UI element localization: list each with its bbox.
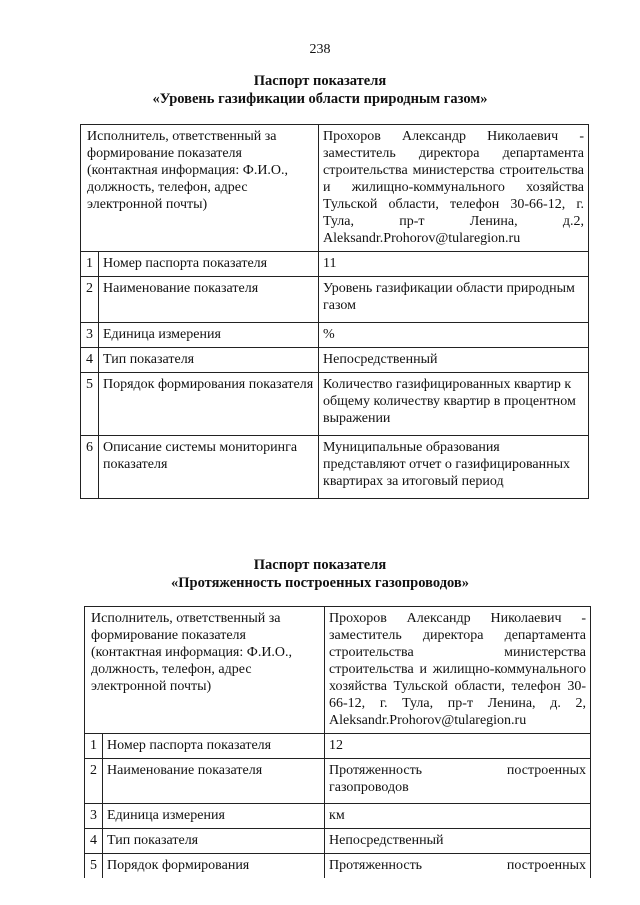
executor-label: Исполнитель, ответственный за формирование показателя (контактная информация: Ф.И.О., должность, телефон, адрес электронной почты) [81, 125, 319, 252]
row-number: 6 [81, 436, 99, 499]
row-value: Протяженность построенных [325, 854, 591, 879]
row-label: Наименование показателя [103, 759, 325, 804]
row-label: Порядок формирования показателя [99, 373, 319, 436]
passport2-title-line1: Паспорт показателя [253, 557, 387, 573]
row-label: Описание системы мониторинга показателя [99, 436, 319, 499]
executor-value: Прохоров Александр Николаевич - заместитель директора департамента строительства министерства строительства и жилищно-коммунального хозяйства Тульской области, телефон 30-66-12, г. Тула, пр-т Ленина, д. 2, Aleksandr.Prohorov@tularegion.ru [325, 607, 591, 734]
row-number: 3 [81, 323, 99, 348]
row-value: Муниципальные образования представляют отчет о газифицированных квартирах за итоговый период [319, 436, 589, 499]
table-row [85, 734, 591, 759]
passport2-heading [0, 556, 640, 592]
row-label: Номер паспорта показателя [103, 734, 325, 759]
row-value: км [325, 804, 591, 829]
row-number: 1 [81, 252, 99, 277]
table-row [81, 348, 589, 373]
row-value: Количество газифицированных квартир к общему количеству квартир в процентном выражении [319, 373, 589, 436]
passport2-title-line2: «Протяженность построенных газопроводов» [171, 575, 469, 591]
executor-label: Исполнитель, ответственный за формирование показателя (контактная информация: Ф.И.О., должность, телефон, адрес электронной почты) [85, 607, 325, 734]
row-value: % [319, 323, 589, 348]
row-label: Наименование показателя [99, 277, 319, 323]
row-label: Единица измерения [99, 323, 319, 348]
table-row [85, 829, 591, 854]
row-number: 4 [81, 348, 99, 373]
passport1-title-line1: Паспорт показателя [253, 73, 387, 89]
table-row [85, 607, 591, 734]
row-label: Тип показателя [103, 829, 325, 854]
row-number: 5 [81, 373, 99, 436]
table-row [85, 804, 591, 829]
executor-value: Прохоров Александр Николаевич - заместитель директора департамента строительства министерства строительства и жилищно-коммунального хозяйства Тульской области, телефон 30-66-12, г. Тула, пр-т Ленина, д.2, Aleksandr.Prohorov@tularegion.ru [319, 125, 589, 252]
row-label: Тип показателя [99, 348, 319, 373]
row-value: Уровень газификации области природным газом [319, 277, 589, 323]
passport1-heading [0, 72, 640, 108]
row-number: 4 [85, 829, 103, 854]
row-value: Непосредственный [319, 348, 589, 373]
table-row [85, 854, 591, 879]
row-number: 2 [85, 759, 103, 804]
row-value: Протяженность построенных газопроводов [325, 759, 591, 804]
passport2-table [84, 606, 591, 878]
row-value: 11 [319, 252, 589, 277]
row-label: Порядок формирования [103, 854, 325, 879]
row-value: 12 [325, 734, 591, 759]
row-number: 5 [85, 854, 103, 879]
passport1-title-line2: «Уровень газификации области природным газом» [152, 91, 488, 107]
table-row [85, 759, 591, 804]
page-number: 238 [309, 42, 331, 57]
table-row [81, 436, 589, 499]
row-value: Непосредственный [325, 829, 591, 854]
table-row [81, 373, 589, 436]
passport1-table [80, 124, 589, 499]
table-row [81, 252, 589, 277]
table-row [81, 125, 589, 252]
row-number: 1 [85, 734, 103, 759]
table-row [81, 323, 589, 348]
row-number: 3 [85, 804, 103, 829]
row-number: 2 [81, 277, 99, 323]
table-row [81, 277, 589, 323]
row-label: Единица измерения [103, 804, 325, 829]
row-label: Номер паспорта показателя [99, 252, 319, 277]
